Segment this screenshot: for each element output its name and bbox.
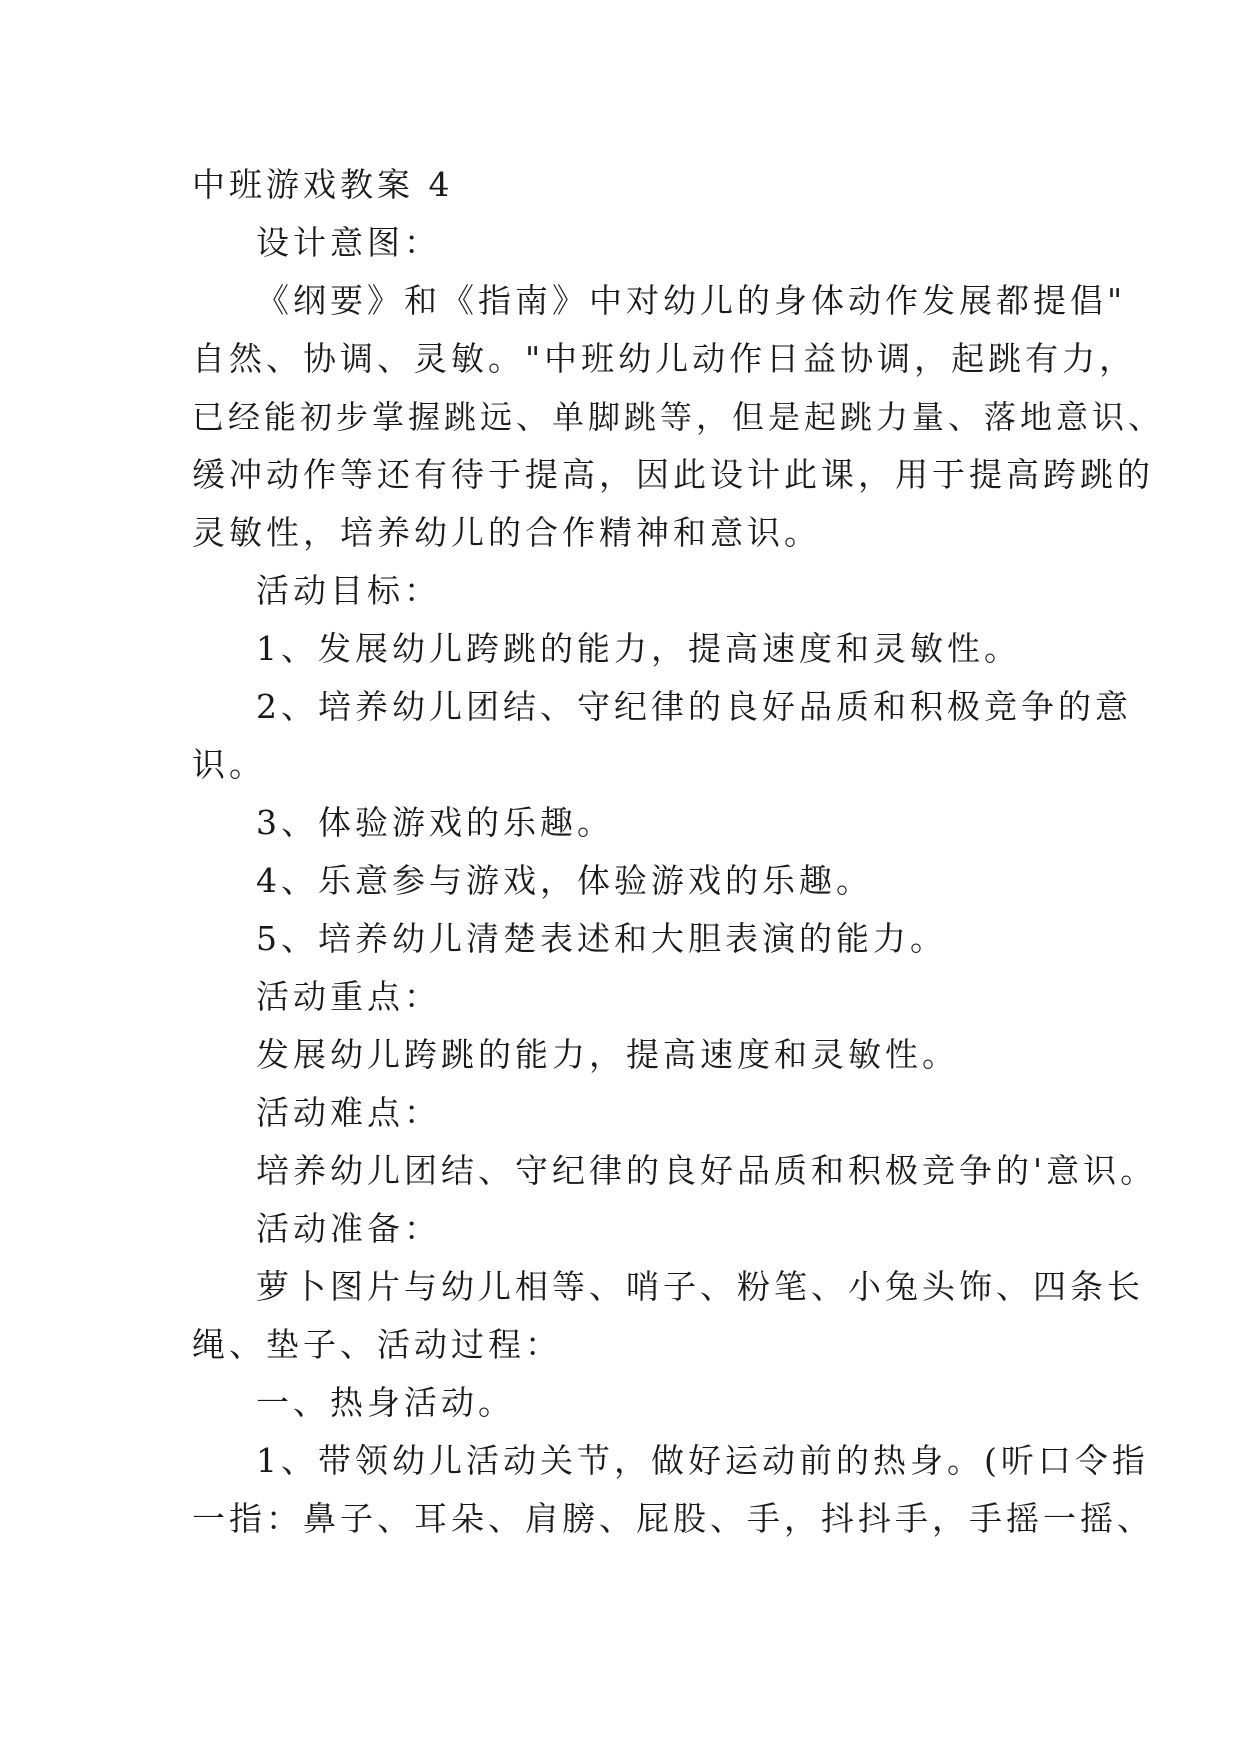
list-item: 1、带领幼儿活动关节，做好运动前的热身。(听口令指 (256, 1441, 1149, 1480)
list-item: 4、乐意参与游戏，体验游戏的乐趣。 (256, 861, 873, 900)
paragraph-line: 萝卜图片与幼儿相等、哨子、粉笔、小兔头饰、四条长 (256, 1267, 1144, 1306)
section-heading-design-intent: 设计意图： (256, 223, 441, 262)
paragraph-line: 自然、协调、灵敏。"中班幼儿动作日益协调，起跳有力， (192, 339, 1137, 378)
paragraph-line: 已经能初步掌握跳远、单脚跳等，但是起跳力量、落地意识、 (192, 398, 1165, 436)
paragraph-line: 绳、垫子、活动过程： (192, 1325, 562, 1364)
document-title: 中班游戏教案 4 (192, 165, 454, 204)
list-item: 2、培养幼儿团结、守纪律的良好品质和积极竞争的意 (256, 687, 1132, 726)
list-item: 5、培养幼儿清楚表述和大胆表演的能力。 (256, 919, 947, 958)
list-item: 3、体验游戏的乐趣。 (256, 803, 614, 842)
section-heading-warmup: 一、热身活动。 (256, 1383, 515, 1422)
section-heading-activity-goals: 活动目标： (256, 571, 441, 610)
list-item-continuation: 一指：鼻子、耳朵、肩膀、屁股、手，抖抖手，手摇一摇、 (192, 1499, 1154, 1538)
paragraph-line: 缓冲动作等还有待于提高，因此设计此课，用于提高跨跳的 (192, 455, 1154, 494)
section-heading-preparation: 活动准备： (256, 1209, 441, 1248)
paragraph-line: 《纲要》和《指南》中对幼儿的身体动作发展都提倡" (256, 281, 1127, 320)
paragraph-line: 培养幼儿团结、守纪律的良好品质和积极竞争的'意识。 (256, 1151, 1158, 1190)
list-item: 1、发展幼儿跨跳的能力，提高速度和灵敏性。 (256, 629, 1021, 668)
section-heading-difficulties: 活动难点： (256, 1093, 441, 1132)
paragraph-line: 灵敏性，培养幼儿的合作精神和意识。 (192, 513, 821, 552)
paragraph-line: 发展幼儿跨跳的能力，提高速度和灵敏性。 (256, 1035, 959, 1074)
section-heading-key-points: 活动重点： (256, 977, 441, 1016)
list-item-continuation: 识。 (192, 745, 266, 784)
